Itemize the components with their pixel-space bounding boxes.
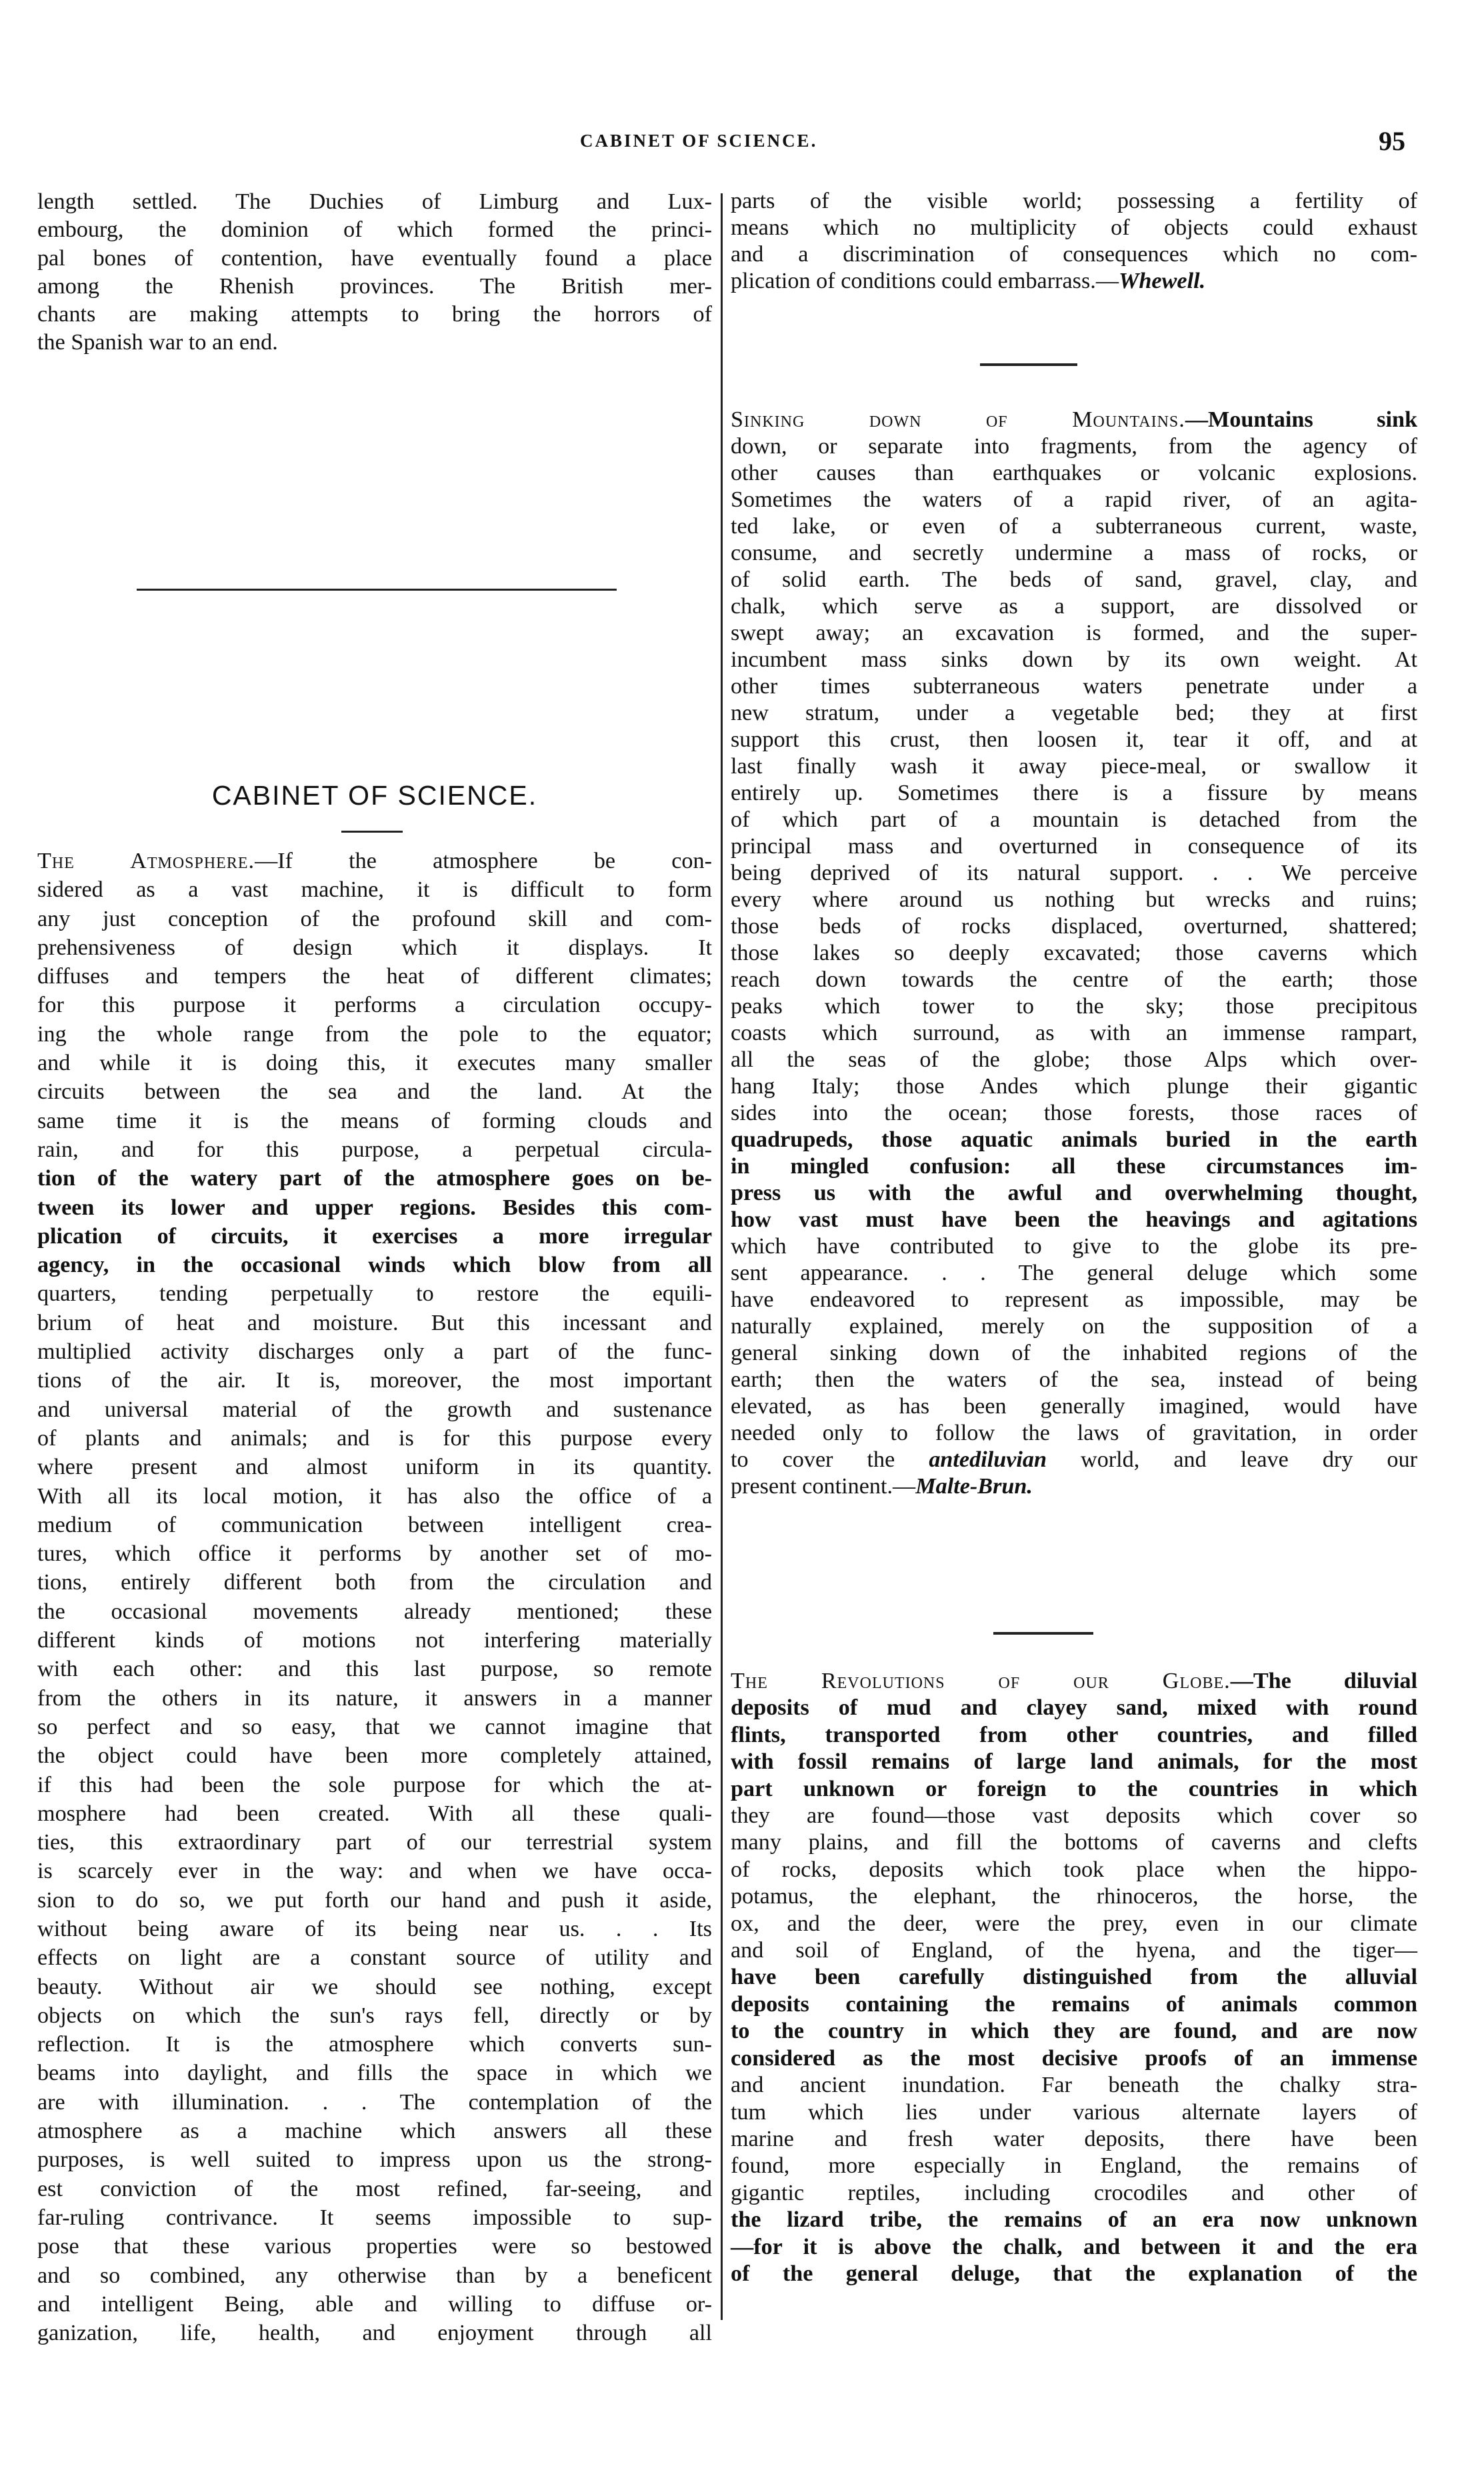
text-line: the lizard tribe, the remains of an era now unknown [731, 2207, 1417, 2233]
section-divider [137, 589, 617, 591]
text-line: and intelligent Being, able and willing to diffuse or- [37, 2291, 712, 2317]
text-line: deposits of mud and clayey sand, mixed with round [731, 1695, 1417, 1721]
text-line: incumbent mass sinks down by its own weight. At [731, 647, 1417, 672]
text-line: and ancient inundation. Far beneath the chalky stra- [731, 2073, 1417, 2098]
text-line: quadrupeds, those aquatic animals buried in the earth [731, 1127, 1417, 1152]
text-line: tions, entirely different both from the circulation and [37, 1570, 712, 1595]
text-line: part unknown or foreign to the countries in which [731, 1776, 1417, 1801]
text-line: how vast must have been the heavings and agitations [731, 1207, 1417, 1232]
text-line: swept away; an excavation is formed, and the super- [731, 621, 1417, 645]
text-line: marine and fresh water deposits, there have been [731, 2126, 1417, 2151]
text-line: different kinds of motions not interfering materially [37, 1628, 712, 1653]
text-line: found, more especially in England, the remains of [731, 2153, 1417, 2179]
text-line: circuits between the sea and the land. At the [37, 1079, 712, 1105]
text-line: down, or separate into fragments, from the agency of [731, 434, 1417, 459]
text-line: potamus, the elephant, the rhinoceros, the horse, the [731, 1884, 1417, 1909]
article-revolutions [731, 1668, 1417, 2287]
text-line: present continent.—Malte-Brun. [731, 1474, 1033, 1499]
text-line: agency, in the occasional winds which blow from all [37, 1253, 712, 1278]
text-line: have endeavored to represent as impossible, may be [731, 1287, 1417, 1312]
text-line: tum which lies under various alternate layers of [731, 2099, 1417, 2125]
text-line: with each other: and this last purpose, so remote [37, 1657, 712, 1682]
text-line: means which no multiplicity of objects could exhaust [731, 215, 1417, 240]
text-line: beauty. Without air we should see nothing, except [37, 1974, 712, 1999]
text-line: and universal material of the growth and sustenance [37, 1397, 712, 1422]
text-line: plication of conditions could embarrass.—Whewell. [731, 269, 1206, 293]
text-line: new stratum, under a vegetable bed; they at first [731, 701, 1417, 725]
article-title: The Revolutions of our Globe. [731, 1669, 1231, 1693]
text-line: which have contributed to give to the globe its pre- [731, 1234, 1417, 1259]
text-line: tures, which office it performs by another set of mo- [37, 1541, 712, 1567]
text-line: other times subterraneous waters penetrate under a [731, 674, 1417, 699]
article-divider [980, 363, 1077, 366]
text-line: objects on which the sun's rays fell, directly or by [37, 2003, 712, 2028]
text-line: of plants and animals; and is for this purpose every [37, 1425, 712, 1451]
text-line: tions of the air. It is, moreover, the most important [37, 1368, 712, 1393]
text-line: chalk, which serve as a support, are dissolved or [731, 594, 1417, 619]
text-line: est conviction of the most refined, far-seeing, and [37, 2176, 712, 2201]
text-line: many plains, and fill the bottoms of caverns and clefts [731, 1830, 1417, 1855]
text-line: sidered as a vast machine, it is difficult to form [37, 877, 712, 903]
text-line: multiplied activity discharges only a part of the func- [37, 1339, 712, 1365]
text-line: principal mass and overturned in consequence of its [731, 834, 1417, 859]
text-line: ganization, life, health, and enjoyment through all [37, 2321, 712, 2346]
text-line: last finally wash it away piece-meal, or swallow it [731, 754, 1417, 779]
text-line: ties, this extraordinary part of our terrestrial system [37, 1830, 712, 1855]
text-line: in mingled confusion: all these circumstances im- [731, 1154, 1417, 1179]
text-line: every where around us nothing but wrecks and ruins; [731, 887, 1417, 912]
text-line: The Atmosphere.—If the atmosphere be con- [37, 849, 712, 873]
text-line: sion to do so, we put forth our hand and push it aside, [37, 1887, 712, 1913]
text-line: flints, transported from other countries, and filled [731, 1722, 1417, 1747]
article-atmosphere [37, 847, 712, 2347]
text-line: they are found—those vast deposits which cover so [731, 1803, 1417, 1829]
text-line: elevated, as has been generally imagined, would have [731, 1394, 1417, 1419]
text-line: among the Rhenish provinces. The British mer- [37, 273, 712, 299]
text-line: general sinking down of the inhabited regions of the [731, 1341, 1417, 1365]
emphasis: antediluvian [929, 1447, 1047, 1472]
text-line: where present and almost uniform in its quantity. [37, 1455, 712, 1480]
text-line: effects on light are a constant source of utility and [37, 1945, 712, 1971]
text-line: considered as the most decisive proofs of an immense [731, 2045, 1417, 2071]
article-title: The Atmosphere. [37, 849, 255, 873]
text-line: of the general deluge, that the explanation of the [731, 2261, 1417, 2286]
text-line: consume, and secretly undermine a mass of rocks, or [731, 541, 1417, 565]
text-line: prehensiveness of design which it displays. It [37, 935, 712, 960]
column-rule [721, 193, 723, 2320]
article-mountains [731, 407, 1417, 1500]
text-line: for this purpose it performs a circulation occupy- [37, 993, 712, 1018]
article-title: Sinking down of Mountains. [731, 407, 1185, 432]
text-line: atmosphere as a machine which answers all these [37, 2119, 712, 2144]
text-line: being deprived of its natural support. . . We perceive [731, 861, 1417, 885]
text-line: With all its local motion, it has also the office of a [37, 1483, 712, 1509]
text-line: length settled. The Duchies of Limburg and Lux- [37, 189, 712, 214]
text-line: of rocks, deposits which took place when the hippo- [731, 1857, 1417, 1882]
text-line: medium of communication between intelligent crea- [37, 1512, 712, 1537]
text-line: other causes than earthquakes or volcanic explosions. [731, 461, 1417, 485]
text-line: with fossil remains of large land animals, for the most [731, 1749, 1417, 1775]
text-line: quarters, tending perpetually to restore the equili- [37, 1281, 712, 1307]
heading-rule [341, 831, 403, 833]
text-line: so perfect and so easy, that we cannot imagine that [37, 1714, 712, 1739]
attribution: Malte-Brun. [915, 1474, 1033, 1499]
text-line: ted lake, or even of a subterraneous current, waste, [731, 514, 1417, 539]
text-line: far-ruling contrivance. It seems impossible to sup- [37, 2205, 712, 2230]
text-line: are with illumination. . . The contemplation of the [37, 2089, 712, 2115]
text-line: plication of circuits, it exercises a more irregular [37, 1223, 712, 1249]
text-line: needed only to follow the laws of gravitation, in order [731, 1421, 1417, 1445]
text-line: The Revolutions of our Globe.—The diluvial [731, 1669, 1417, 1693]
text-line: those lakes so deeply excavated; those caverns which [731, 941, 1417, 965]
text-line: and soil of England, of the hyena, and the tiger— [731, 1938, 1417, 1963]
text-line: support this crust, then loosen it, tear it off, and at [731, 727, 1417, 752]
text-line: —for it is above the chalk, and between it and the era [731, 2234, 1417, 2259]
text-line: the Spanish war to an end. [37, 330, 278, 355]
running-head [0, 126, 1484, 164]
text-line: is scarcely ever in the way: and when we have occa- [37, 1859, 712, 1884]
text-line: those beds of rocks displaced, overturned, shattered; [731, 914, 1417, 939]
text-line: sent appearance. . . The general deluge which some [731, 1261, 1417, 1285]
text-line: from the others in its nature, it answers in a manner [37, 1685, 712, 1711]
text-line: without being aware of its being near us. . . Its [37, 1916, 712, 1941]
text-line: the occasional movements already mentioned; these [37, 1599, 712, 1624]
text-line: rain, and for this purpose, a perpetual circula- [37, 1137, 712, 1162]
text-line: hang Italy; those Andes which plunge their gigantic [731, 1074, 1417, 1099]
text-line: pose that these various properties were so bestowed [37, 2234, 712, 2259]
page-number: 95 [1379, 126, 1405, 156]
text-line: coasts which surround, as with an immense rampart, [731, 1021, 1417, 1045]
text-line: reflection. It is the atmosphere which converts sun- [37, 2032, 712, 2057]
text-line: of solid earth. The beds of sand, gravel, clay, and [731, 567, 1417, 592]
text-line: gigantic reptiles, including crocodiles and other of [731, 2180, 1417, 2205]
text-line: Sinking down of Mountains.—Mountains sink [731, 407, 1418, 432]
text-line: ox, and the deer, were the prey, even in our climate [731, 1911, 1417, 1936]
text-line: tween its lower and upper regions. Besides this com- [37, 1195, 712, 1220]
text-line: deposits containing the remains of animals common [731, 1991, 1417, 2017]
running-title: CABINET OF SCIENCE. [580, 131, 818, 151]
text-line: Sometimes the waters of a rapid river, of an agita- [731, 487, 1417, 512]
text-line: brium of heat and moisture. But this incessant and [37, 1310, 712, 1335]
article-divider [993, 1632, 1093, 1635]
text-line: and while it is doing this, it executes many smaller [37, 1051, 712, 1076]
attribution: Whewell. [1119, 269, 1206, 293]
text-line: pal bones of contention, have eventually found a place [37, 245, 712, 271]
text-line: if this had been the sole purpose for which the at- [37, 1772, 712, 1797]
text-line: tion of the watery part of the atmosphere goes on be- [37, 1166, 712, 1191]
continued-paragraph [37, 188, 712, 357]
text-line: any just conception of the profound skill and com- [37, 906, 712, 931]
text-line: parts of the visible world; possessing a fertility of [731, 189, 1417, 213]
text-line: and so combined, any otherwise than by a beneficent [37, 2263, 712, 2288]
text-line: entirely up. Sometimes there is a fissure by means [731, 781, 1417, 805]
text-line: chants are making attempts to bring the horrors of [37, 302, 712, 327]
text-line: the object could have been more completely attained, [37, 1743, 712, 1769]
text-line: all the seas of the globe; those Alps which over- [731, 1047, 1417, 1072]
text-line: earth; then the waters of the sea, instead of being [731, 1367, 1417, 1392]
text-line: embourg, the dominion of which formed the princi- [37, 217, 712, 243]
section-heading: CABINET OF SCIENCE. [211, 780, 538, 811]
text-line: to the country in which they are found, and are now [731, 2019, 1417, 2044]
text-line: purposes, is well suited to impress upon us the strong- [37, 2147, 712, 2173]
text-line: ing the whole range from the pole to the equator; [37, 1021, 712, 1047]
text-line: same time it is the means of forming clouds and [37, 1108, 712, 1133]
text-line: naturally explained, merely on the supposition of a [731, 1314, 1417, 1339]
text-line: beams into daylight, and fills the space in which we [37, 2061, 712, 2086]
text-line: reach down towards the centre of the earth; those [731, 967, 1417, 992]
text-line: have been carefully distinguished from the alluvial [731, 1965, 1417, 1990]
text-line: of which part of a mountain is detached from the [731, 807, 1417, 832]
text-line: press us with the awful and overwhelming thought, [731, 1181, 1417, 1205]
continued-paragraph-right [731, 188, 1417, 295]
text-line: sides into the ocean; those forests, those races of [731, 1101, 1417, 1125]
text-line: peaks which tower to the sky; those precipitous [731, 994, 1417, 1019]
text-line: to cover the antediluvian world, and leave dry our [731, 1447, 1417, 1472]
text-line: and a discrimination of consequences which no com- [731, 242, 1417, 267]
text-line: mosphere had been created. With all these quali- [37, 1801, 712, 1826]
text-line: diffuses and tempers the heat of different climates; [37, 964, 712, 989]
